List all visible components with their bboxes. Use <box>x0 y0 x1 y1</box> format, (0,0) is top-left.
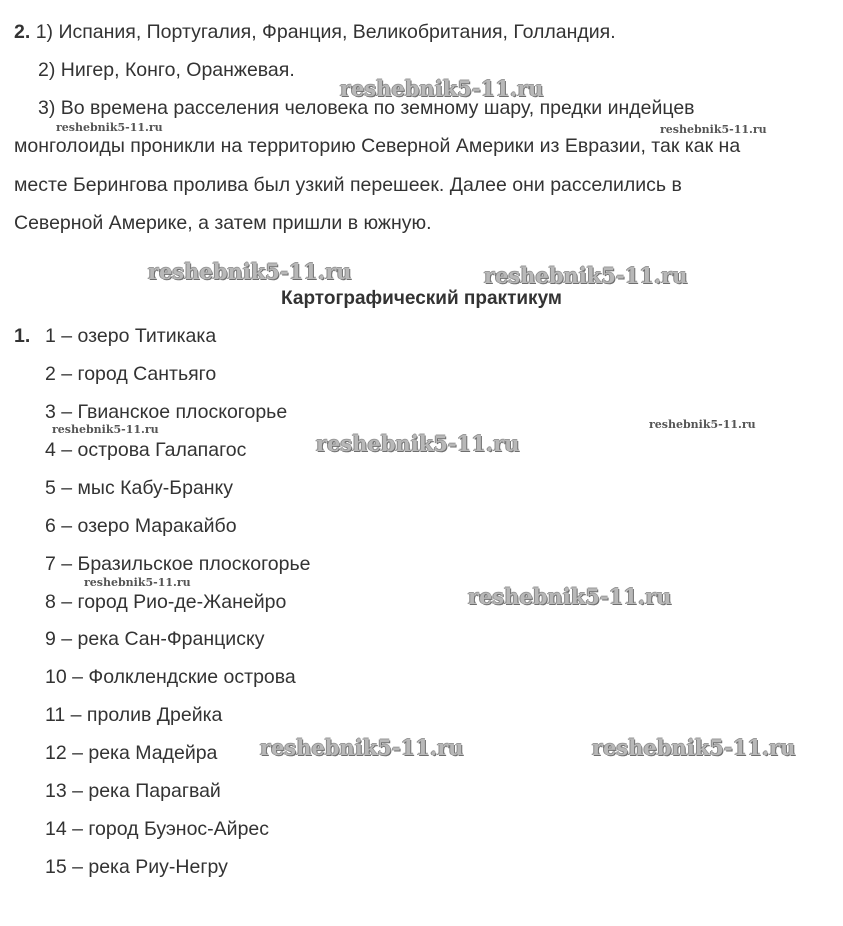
task2-answer-3-line-4: Северной Америке, а затем пришли в южную. <box>14 212 432 234</box>
task2-answer-3-line-2: монголоиды проникли на территорию Северной Америки из Евразии, так как на <box>14 135 741 157</box>
watermark: reshebnik5-11.ru <box>468 584 672 609</box>
list-item: 7 – Бразильское плоскогорье <box>45 553 311 575</box>
list-item: 1 – озеро Титикака <box>45 325 217 347</box>
watermark: reshebnik5-11.ru <box>52 423 159 436</box>
task2-answer-3-line-3: месте Берингова пролива был узкий перешеек. Далее они расселились в <box>14 174 682 196</box>
watermark: reshebnik5-11.ru <box>148 259 352 284</box>
watermark: reshebnik5-11.ru <box>649 418 756 431</box>
watermark: reshebnik5-11.ru <box>84 576 191 589</box>
list-item: 8 – город Рио-де-Жанейро <box>45 591 287 613</box>
list-item: 10 – Фолклендские острова <box>45 666 296 688</box>
list-item: 9 – река Сан-Франциску <box>45 628 265 650</box>
list-item: 14 – город Буэнос-Айрес <box>45 818 270 840</box>
watermark: reshebnik5-11.ru <box>316 431 520 456</box>
watermark: reshebnik5-11.ru <box>260 735 464 760</box>
list-item: 5 – мыс Кабу-Бранку <box>45 477 234 499</box>
task2-number: 2. <box>14 21 31 43</box>
watermark: reshebnik5-11.ru <box>592 735 796 760</box>
list-item: 13 – река Парагвай <box>45 780 221 802</box>
list-item: 11 – пролив Дрейка <box>45 704 223 726</box>
list-item: 4 – острова Галапагос <box>45 439 247 461</box>
watermark: reshebnik5-11.ru <box>660 123 767 136</box>
list-item: 12 – река Мадейра <box>45 742 218 764</box>
section-title: Картографический практикум <box>281 288 562 309</box>
watermark: reshebnik5-11.ru <box>484 263 688 288</box>
list-item: 3 – Гвианское плоскогорье <box>45 401 288 423</box>
watermark: reshebnik5-11.ru <box>56 121 163 134</box>
task2-answer-3-line-1: 3) Во времена расселения человека по земному шару, предки индейцев <box>38 97 695 119</box>
list-item: 2 – город Сантьяго <box>45 363 217 385</box>
list-item: 6 – озеро Маракайбо <box>45 515 237 537</box>
task2-answer-1: 1) Испания, Португалия, Франция, Великобритания, Голландия. <box>35 21 616 43</box>
watermark: reshebnik5-11.ru <box>340 76 544 101</box>
task1-number: 1. <box>14 325 31 347</box>
task2-answer-2: 2) Нигер, Конго, Оранжевая. <box>38 59 295 81</box>
task2-line-1 <box>14 20 616 44</box>
list-item: 15 – река Риу-Негру <box>45 856 228 878</box>
